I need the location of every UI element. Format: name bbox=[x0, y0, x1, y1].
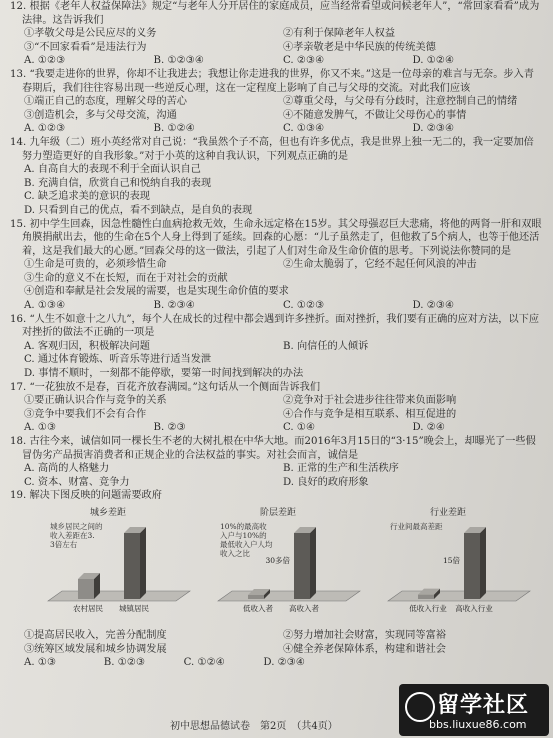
answer-choice: C. ①③④ bbox=[283, 123, 325, 135]
income-gap-charts bbox=[24, 507, 542, 625]
option: ①孝敬父母是公民应尽的义务 bbox=[24, 28, 157, 40]
bar-side bbox=[480, 527, 486, 599]
option: ③“不回家看看”是违法行为 bbox=[24, 41, 147, 53]
answer-choice: B. 正常的生产和生活秩序 bbox=[283, 463, 399, 475]
answer-choice: B. ②③④ bbox=[153, 300, 195, 312]
chart-bar bbox=[124, 527, 146, 599]
x-tick-label: 低收入行业 bbox=[409, 603, 447, 613]
answer-choice: A. 高尚的人格魅力 bbox=[24, 463, 110, 475]
answer-choice: A. 自高自大的表现不利于全面认识自己 bbox=[24, 164, 201, 176]
answer-choice: A. ①②③ bbox=[24, 55, 66, 67]
chart-annotation-line: 10%的最高收 bbox=[220, 521, 267, 531]
watermark-url: bbs.liuxue86.com bbox=[429, 718, 527, 731]
chart-floor bbox=[388, 591, 530, 601]
option: ③竞争中要我们不会有合作 bbox=[24, 408, 147, 420]
answer-choice: D. ②③④ bbox=[412, 123, 455, 135]
answer-choice: B. 充满自信，欣赏自己和悦纳自我的表现 bbox=[24, 177, 212, 189]
bar-side bbox=[310, 527, 316, 599]
watermark-brand: 留学社区 bbox=[437, 693, 530, 718]
chart-bar bbox=[78, 573, 100, 599]
question-stem: 13. “我要走进你的世界，你却不让我进去；我想让你走进我的世界，你又不来。”这是一位母亲的难言与无奈。步入青春期后，我们往往容易出现一些逆反心理，这在一定程度上影响了自己与父母的交流。对此我们应该 bbox=[10, 68, 534, 94]
question-13 bbox=[10, 68, 542, 136]
option: ②竞争对于社会进步往往带来负面影响 bbox=[283, 395, 457, 407]
bar-front bbox=[78, 579, 94, 599]
chart-annotation-line: 收入之比 bbox=[220, 548, 250, 558]
option: ①提高居民收入，完善分配制度 bbox=[24, 629, 167, 641]
question-14 bbox=[10, 136, 542, 218]
option: ③创造机会，多与父母交流，沟通 bbox=[24, 109, 177, 121]
option: ④不随意发脾气，不做让父母伤心的事情 bbox=[283, 109, 467, 121]
question-stem: 15. 初中学生回森，因急性髓性白血病抢救无效，生命永远定格在15岁。其父母强忍巨大悲痛，将他的两肾一肝和双眼角膜捐献出去，他的生命在5个人身上得到了延续。回森的心愿：“儿子虽然走了，但他救了5个病人，也等于他还活着，这是我们最大的心愿。”回森父母的这一做法，引起了人们对生命及生命价值的思考。下列说法你赞同的是 bbox=[10, 218, 542, 257]
chart-annotation-line: 城乡居民之间的 bbox=[50, 521, 103, 531]
option: ②尊重父母，与父母有分歧时，注意控制自己的情绪 bbox=[283, 96, 518, 108]
bar-front bbox=[124, 533, 140, 599]
chart-annotation-line: 行业间最高差距 bbox=[390, 521, 443, 531]
answer-choice: C. ①②④ bbox=[183, 657, 225, 669]
answer-choice: C. 资本、财富、竞争力 bbox=[24, 476, 130, 488]
option: ①生命是可贵的，必须珍惜生命 bbox=[24, 259, 167, 271]
chart-floor bbox=[218, 591, 360, 601]
chart-floor bbox=[48, 591, 190, 601]
chart-annotation bbox=[220, 521, 273, 558]
answer-choice: B. ①②③④ bbox=[153, 55, 204, 67]
question-stem: 12. 根据《老年人权益保障法》规定“与老年人分开居住的家庭成员，应当经常看望或问候老年人”，“常回家看看”成为法律。这告诉我们 bbox=[10, 1, 540, 26]
watermark-logo bbox=[399, 684, 549, 736]
option: ②生命太脆弱了，它经不起任何风浪的冲击 bbox=[283, 259, 477, 271]
answer-choice: C. ①④ bbox=[283, 422, 316, 434]
chart-bar bbox=[464, 527, 486, 599]
answer-choice: C. 缺乏追求美的意识的表现 bbox=[24, 191, 150, 203]
question-stem: 14. 九年级（二）班小英经常对自己说：“我虽然个子不高，但也有许多优点，我是世界上独一无二的，我一定要加倍努力塑造更好的自我形象。”对于小英的这种自我认识，下列观点正确的是 bbox=[10, 136, 534, 162]
answer-choice: A. ①③④ bbox=[24, 300, 66, 312]
chart-annotation-line: 3倍左右 bbox=[50, 539, 78, 549]
chart-svg bbox=[44, 519, 194, 623]
x-tick-label: 农村居民 bbox=[73, 603, 103, 613]
question-stem: 19. 解决下图反映的问题需要政府 bbox=[10, 490, 162, 502]
answer-choice: C. ②③④ bbox=[283, 55, 325, 67]
answer-choice: D. ①②④ bbox=[412, 55, 455, 67]
bar-front bbox=[248, 595, 264, 599]
question-16 bbox=[10, 313, 542, 381]
answer-choice: D. 事情不顺时，一刻都不能停歇，要第一时间找到解决的办法 bbox=[24, 368, 304, 380]
option: ④孝亲敬老是中华民族的传统美德 bbox=[283, 41, 436, 53]
industry-gap-chart bbox=[384, 507, 534, 625]
answer-choice: C. 通过体育锻炼、听音乐等进行适当发泄 bbox=[24, 354, 212, 366]
answer-choice: D. 只看到自己的优点，看不到缺点，是自负的表现 bbox=[24, 204, 253, 216]
option: ①端正自己的态度，理解父母的苦心 bbox=[24, 96, 187, 108]
question-18 bbox=[10, 435, 542, 489]
chart-annotation-line: 最低收入户人均 bbox=[220, 539, 273, 549]
question-12 bbox=[10, 0, 542, 68]
option: ④健全养老保障体系，构建和谐社会 bbox=[283, 643, 446, 655]
chart-annotation bbox=[390, 521, 443, 531]
option: ③生命的意义不在长短，而在于对社会的贡献 bbox=[24, 272, 228, 284]
class-gap-chart bbox=[214, 507, 364, 625]
answer-choice: B. ①②④ bbox=[153, 123, 195, 135]
answer-choice: A. ①③ bbox=[24, 422, 57, 434]
question-stem: 18. 古往今来，诚信如同一棵长生不老的大树扎根在中华大地。而2016年3月15日的“3·15”晚会上，却曝光了一些假冒伪劣产品损害消费者和正规企业的合法权益的事实。对社会而言，诚信是 bbox=[10, 436, 536, 461]
answer-choice: C. ①②③ bbox=[283, 300, 325, 312]
question-19 bbox=[10, 489, 542, 669]
x-tick-label: 高收入行业 bbox=[455, 603, 493, 613]
answer-choice: A. ①②③ bbox=[24, 123, 66, 135]
answer-choice: A. ①③ bbox=[24, 657, 57, 669]
answer-choice: B. ②③ bbox=[153, 422, 186, 434]
option: ①要正确认识合作与竞争的关系 bbox=[24, 395, 167, 407]
answer-choice: B. 向信任的人倾诉 bbox=[283, 340, 369, 352]
chart-svg bbox=[384, 519, 534, 623]
chart-title: 行业差距 bbox=[430, 507, 467, 518]
answer-choice: D. ②④ bbox=[412, 422, 446, 434]
bar-side bbox=[140, 527, 146, 599]
data-label: 15倍 bbox=[442, 555, 460, 565]
bar-front bbox=[418, 595, 434, 599]
chart-title: 阶层差距 bbox=[260, 507, 297, 518]
option: ②努力增加社会财富，实现同等富裕 bbox=[283, 629, 446, 641]
chart-bar bbox=[294, 527, 316, 599]
chart-annotation-line: 收入差距在3. bbox=[50, 530, 95, 540]
answer-choice: D. ②③④ bbox=[412, 300, 455, 312]
option: ④合作与竞争是相互联系、相互促进的 bbox=[283, 408, 457, 420]
page-footer: 初中思想品德试卷 第2页 （共4页） bbox=[170, 721, 338, 732]
chart-annotation bbox=[50, 521, 103, 549]
question-15 bbox=[10, 218, 542, 313]
answer-choice: D. 良好的政府形象 bbox=[283, 476, 369, 488]
option: ②有利于保障老年人权益 bbox=[283, 28, 396, 40]
x-tick-label: 高收入者 bbox=[289, 603, 319, 613]
option: ④创造和奉献是社会发展的需要，也是实现生命价值的要求 bbox=[24, 286, 289, 298]
urban-rural-chart bbox=[44, 507, 194, 625]
question-17 bbox=[10, 381, 542, 435]
answer-choice: A. 客观归因，积极解决问题 bbox=[24, 340, 150, 352]
bar-front bbox=[464, 533, 480, 599]
option: ③统筹区域发展和城乡协调发展 bbox=[24, 643, 167, 655]
question-list bbox=[10, 0, 542, 670]
data-label: 30多倍 bbox=[265, 555, 290, 565]
answer-choice: B. ①②③ bbox=[103, 657, 146, 669]
question-stem: 17. “一花独放不是春，百花齐放春满园。”这句话从一个侧面告诉我们 bbox=[10, 381, 321, 393]
x-tick-label: 城镇居民 bbox=[119, 603, 149, 613]
bar-front bbox=[294, 533, 310, 599]
answer-choice: D. ②③④ bbox=[263, 657, 306, 669]
chart-annotation-line: 入户与10%的 bbox=[220, 530, 267, 540]
chart-svg bbox=[214, 519, 364, 623]
question-stem: 16. “人生不如意十之八九”，每个人在成长的过程中都会遇到许多挫折。面对挫折，我们要有正确的应对方法，以下应对挫折的做法不正确的一项是 bbox=[10, 313, 540, 339]
x-tick-label: 低收入者 bbox=[243, 603, 273, 613]
chart-title: 城乡差距 bbox=[90, 507, 127, 518]
